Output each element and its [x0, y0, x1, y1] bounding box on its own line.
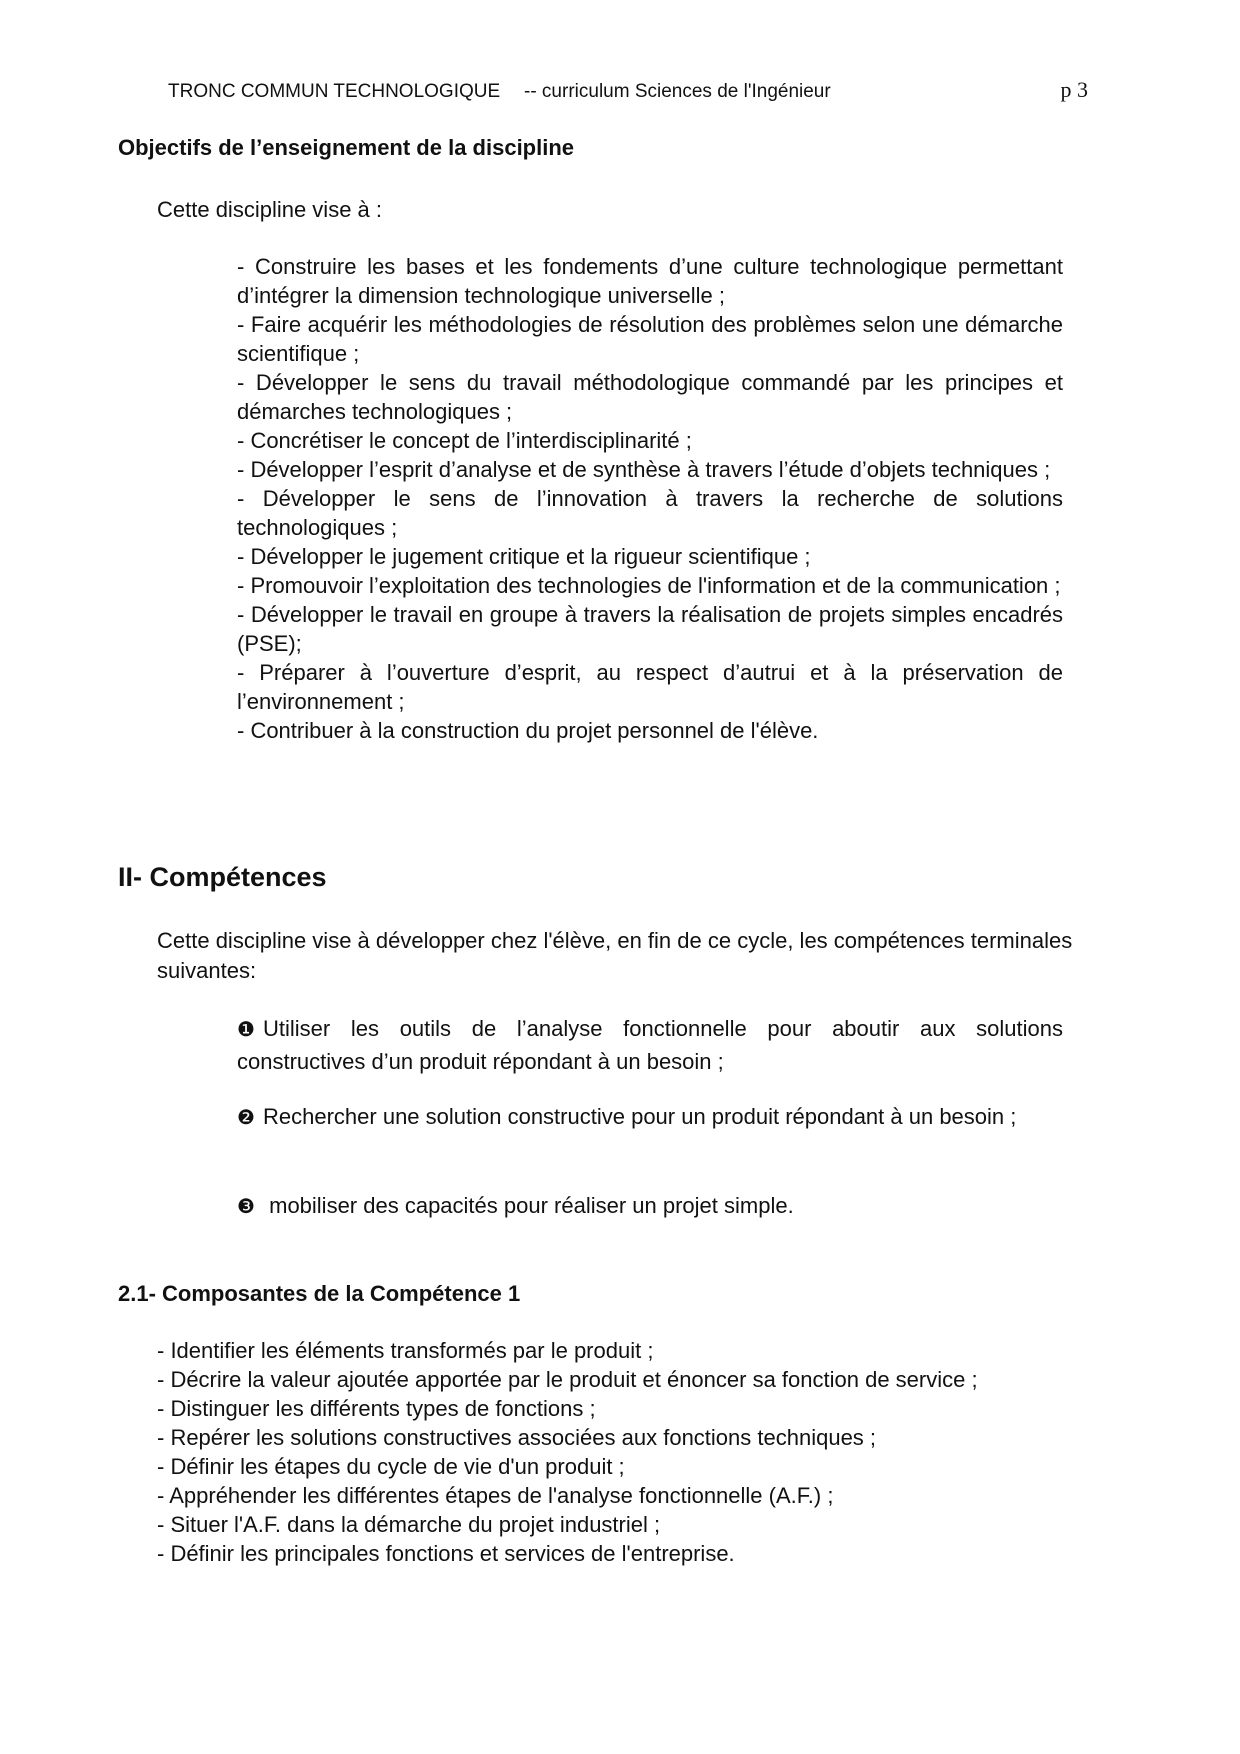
list-item: - Développer le sens de l’innovation à travers la recherche de solutions technologiques ; [237, 486, 1063, 540]
competence-item-2 [237, 1101, 1063, 1134]
list-item: - Appréhender les différentes étapes de l'analyse fonctionnelle (A.F.) ; [157, 1483, 834, 1508]
objectives-heading: Objectifs de l’enseignement de la discipline [118, 135, 575, 160]
list-item: - Construire les bases et les fondements d’une culture technologique permettant d’intégrer la dimension technologique universelle ; [237, 254, 1063, 308]
list-item: - Repérer les solutions constructives associées aux fonctions techniques ; [157, 1425, 877, 1450]
competence-item-1 [237, 1013, 1063, 1077]
list-item: - Définir les étapes du cycle de vie d'un produit ; [157, 1454, 625, 1479]
list-item: - Situer l'A.F. dans la démarche du projet industriel ; [157, 1512, 661, 1537]
competence1-heading: 2.1- Composantes de la Compétence 1 [118, 1281, 521, 1306]
list-item: - Préparer à l’ouverture d’esprit, au respect d’autrui et à la préservation de l’environnement ; [237, 660, 1063, 714]
competences-intro: Cette discipline vise à développer chez l'élève, en fin de ce cycle, les compétences terminales suivantes: [157, 928, 1073, 983]
number-2-icon: ❷ [237, 1107, 255, 1129]
list-item: - Développer le sens du travail méthodologique commandé par les principes et démarches technologiques ; [237, 370, 1063, 424]
header-title: TRONC COMMUN TECHNOLOGIQUE [168, 81, 501, 102]
list-item: - Définir les principales fonctions et services de l'entreprise. [157, 1541, 735, 1566]
list-item: - Identifier les éléments transformés par le produit ; [157, 1338, 654, 1363]
competence-text: mobiliser des capacités pour réaliser un projet simple. [263, 1193, 794, 1218]
list-item: - Contribuer à la construction du projet personnel de l'élève. [237, 718, 819, 743]
list-item: - Développer le travail en groupe à travers la réalisation de projets simples encadrés (PSE); [237, 602, 1063, 656]
list-item: - Décrire la valeur ajoutée apportée par le produit et énoncer sa fonction de service ; [157, 1367, 978, 1392]
list-item: - Distinguer les différents types de fonctions ; [157, 1396, 596, 1421]
list-item: - Faire acquérir les méthodologies de résolution des problèmes selon une démarche scientifique ; [237, 312, 1063, 366]
header-subtitle: -- curriculum Sciences de l'Ingénieur [524, 81, 831, 102]
objectives-intro: Cette discipline vise à : [157, 197, 382, 222]
objectives-list [237, 252, 1063, 745]
list-item: - Promouvoir l’exploitation des technologies de l'information et de la communication ; [237, 573, 1061, 598]
competences-heading: II- Compétences [118, 862, 327, 892]
competence-text: Rechercher une solution constructive pour un produit répondant à un besoin ; [263, 1104, 1017, 1129]
page-header [168, 78, 1088, 106]
list-item: - Concrétiser le concept de l’interdisciplinarité ; [237, 428, 692, 453]
competence-item-3 [237, 1190, 1063, 1223]
number-1-icon: ❶ [237, 1019, 255, 1041]
competence-text: Utiliser les outils de l’analyse fonctionnelle pour aboutir aux solutions constructives d’un produit répondant à un besoin ; [237, 1016, 1063, 1074]
number-3-icon: ❸ [237, 1196, 255, 1218]
list-item: - Développer l’esprit d’analyse et de synthèse à travers l’étude d’objets techniques ; [237, 457, 1051, 482]
list-item: - Développer le jugement critique et la rigueur scientifique ; [237, 544, 811, 569]
page-number: p 3 [1060, 77, 1088, 102]
competence1-list [157, 1336, 1117, 1568]
